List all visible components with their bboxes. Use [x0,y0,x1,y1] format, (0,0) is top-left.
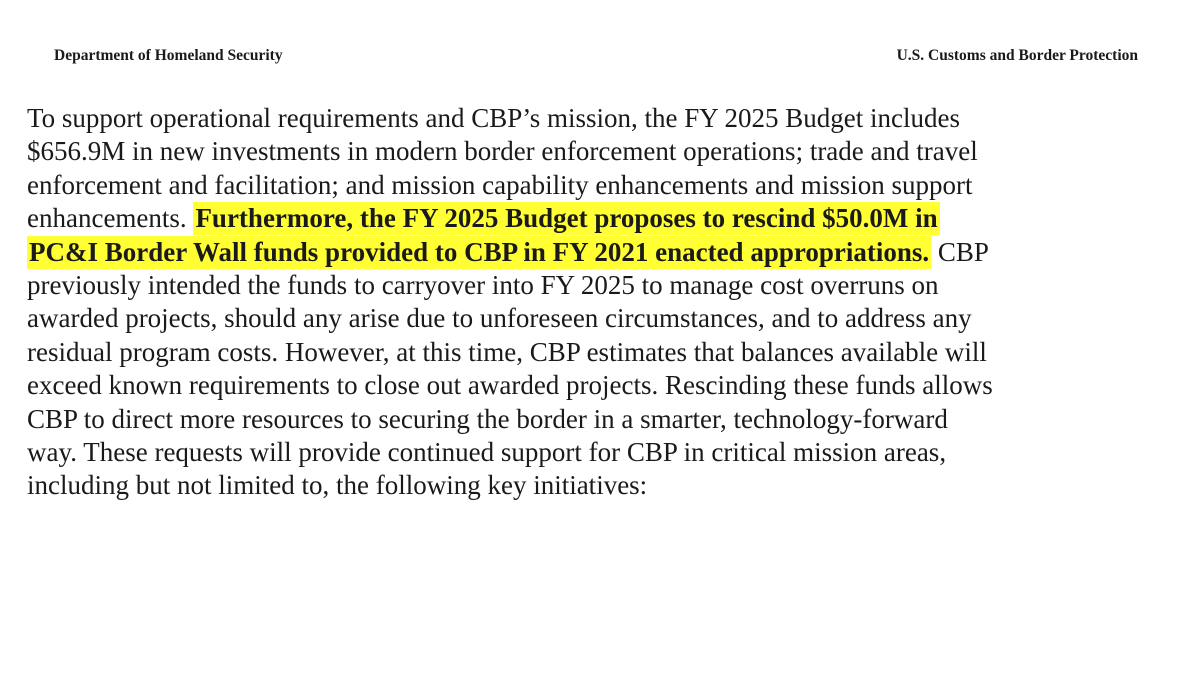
budget-paragraph [27,102,1177,503]
text-line-5-plain: CBP [931,236,989,267]
highlighted-rescission-text-part-2: PC&I Border Wall funds provided to CBP in FY 2021 enacted appropriations. [29,236,930,267]
text-line-4 [27,202,1177,235]
text-line-11: way. These requests will provide continued support for CBP in critical mission areas, [27,437,947,468]
text-line-9: exceed known requirements to close out awarded projects. Rescinding these funds allows [27,370,993,401]
text-line-6: previously intended the funds to carryover into FY 2025 to manage cost overruns on [27,270,939,301]
highlighted-rescission-text-part-1: Furthermore, the FY 2025 Budget proposes to rescind $50.0M in [195,203,938,234]
text-line-12: including but not limited to, the following key initiatives: [27,470,648,501]
text-line-4-plain: enhancements. [27,203,194,234]
text-line-1: To support operational requirements and CBP’s mission, the FY 2025 Budget includes [27,103,961,133]
text-line-5 [27,236,1177,269]
header-department: Department of Homeland Security [54,47,283,64]
text-line-10: CBP to direct more resources to securing the border in a smarter, technology-forward [27,403,948,434]
text-line-8: residual program costs. However, at this time, CBP estimates that balances available will [27,336,987,367]
header-agency: U.S. Customs and Border Protection [896,47,1138,64]
text-line-3: enforcement and facilitation; and mission capability enhancements and mission support [27,169,973,200]
text-line-2: $656.9M in new investments in modern border enforcement operations; trade and travel [27,136,978,167]
page-header [54,47,1138,69]
text-line-7: awarded projects, should any arise due to unforeseen circumstances, and to address any [27,303,972,334]
